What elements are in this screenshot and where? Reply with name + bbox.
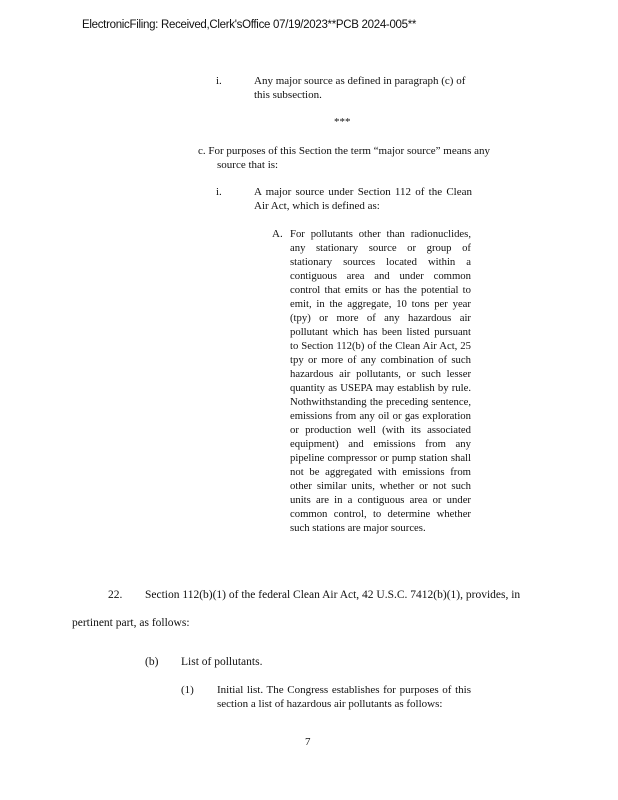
list-marker: (b)	[145, 656, 159, 668]
list-item-text: List of pollutants.	[181, 656, 263, 668]
paragraph-text: Section 112(b)(1) of the federal Clean Air Act, 42 U.S.C. 7412(b)(1), provides, in	[145, 589, 521, 601]
section-separator: ***	[334, 116, 351, 128]
list-item-text: Any major source as defined in paragraph (c) of this subsection.	[254, 75, 466, 101]
list-marker: A.	[272, 228, 283, 240]
filing-header: ElectronicFiling: Received,Clerk'sOffice 07/19/2023**PCB 2024-005**	[82, 19, 417, 31]
paragraph-number: 22.	[108, 589, 123, 601]
paragraph-text: pertinent part, as follows:	[72, 617, 190, 629]
list-item-text: c. For purposes of this Section the term “major source” means any source that is:	[198, 145, 491, 171]
page-number: 7	[305, 736, 311, 748]
list-marker: i.	[216, 186, 222, 198]
list-marker: i.	[216, 75, 222, 87]
list-marker: (1)	[181, 684, 194, 696]
list-item-text: Initial list. The Congress establishes for purposes of this section a list of hazardous air pollutants as follows:	[217, 684, 471, 710]
definition-text: For pollutants other than radionuclides, any stationary source or group of stationary sources located within a contiguous area and under common control that emits or has the potential to emit, in the aggregate, 10 tons per year (tpy) or more of any hazardous air pollutant which has been listed pursuant to Section 112(b) of the Clean Air Act, 25 tpy or more of any combination of such hazardous air pollutants, or such lesser quantity as USEPA may establish by rule. Nothwithstanding the preceding sentence, emissions from any oil or gas exploration or production well (with its associated equipment) and emissions from any pipeline compressor or pump station shall not be aggregated with emissions from other similar units, whether or not such units are in a contiguous area or under common control, to determine whether such stations are major sources.	[290, 228, 471, 534]
list-item-text: A major source under Section 112 of the Clean Air Act, which is defined as:	[254, 186, 472, 212]
